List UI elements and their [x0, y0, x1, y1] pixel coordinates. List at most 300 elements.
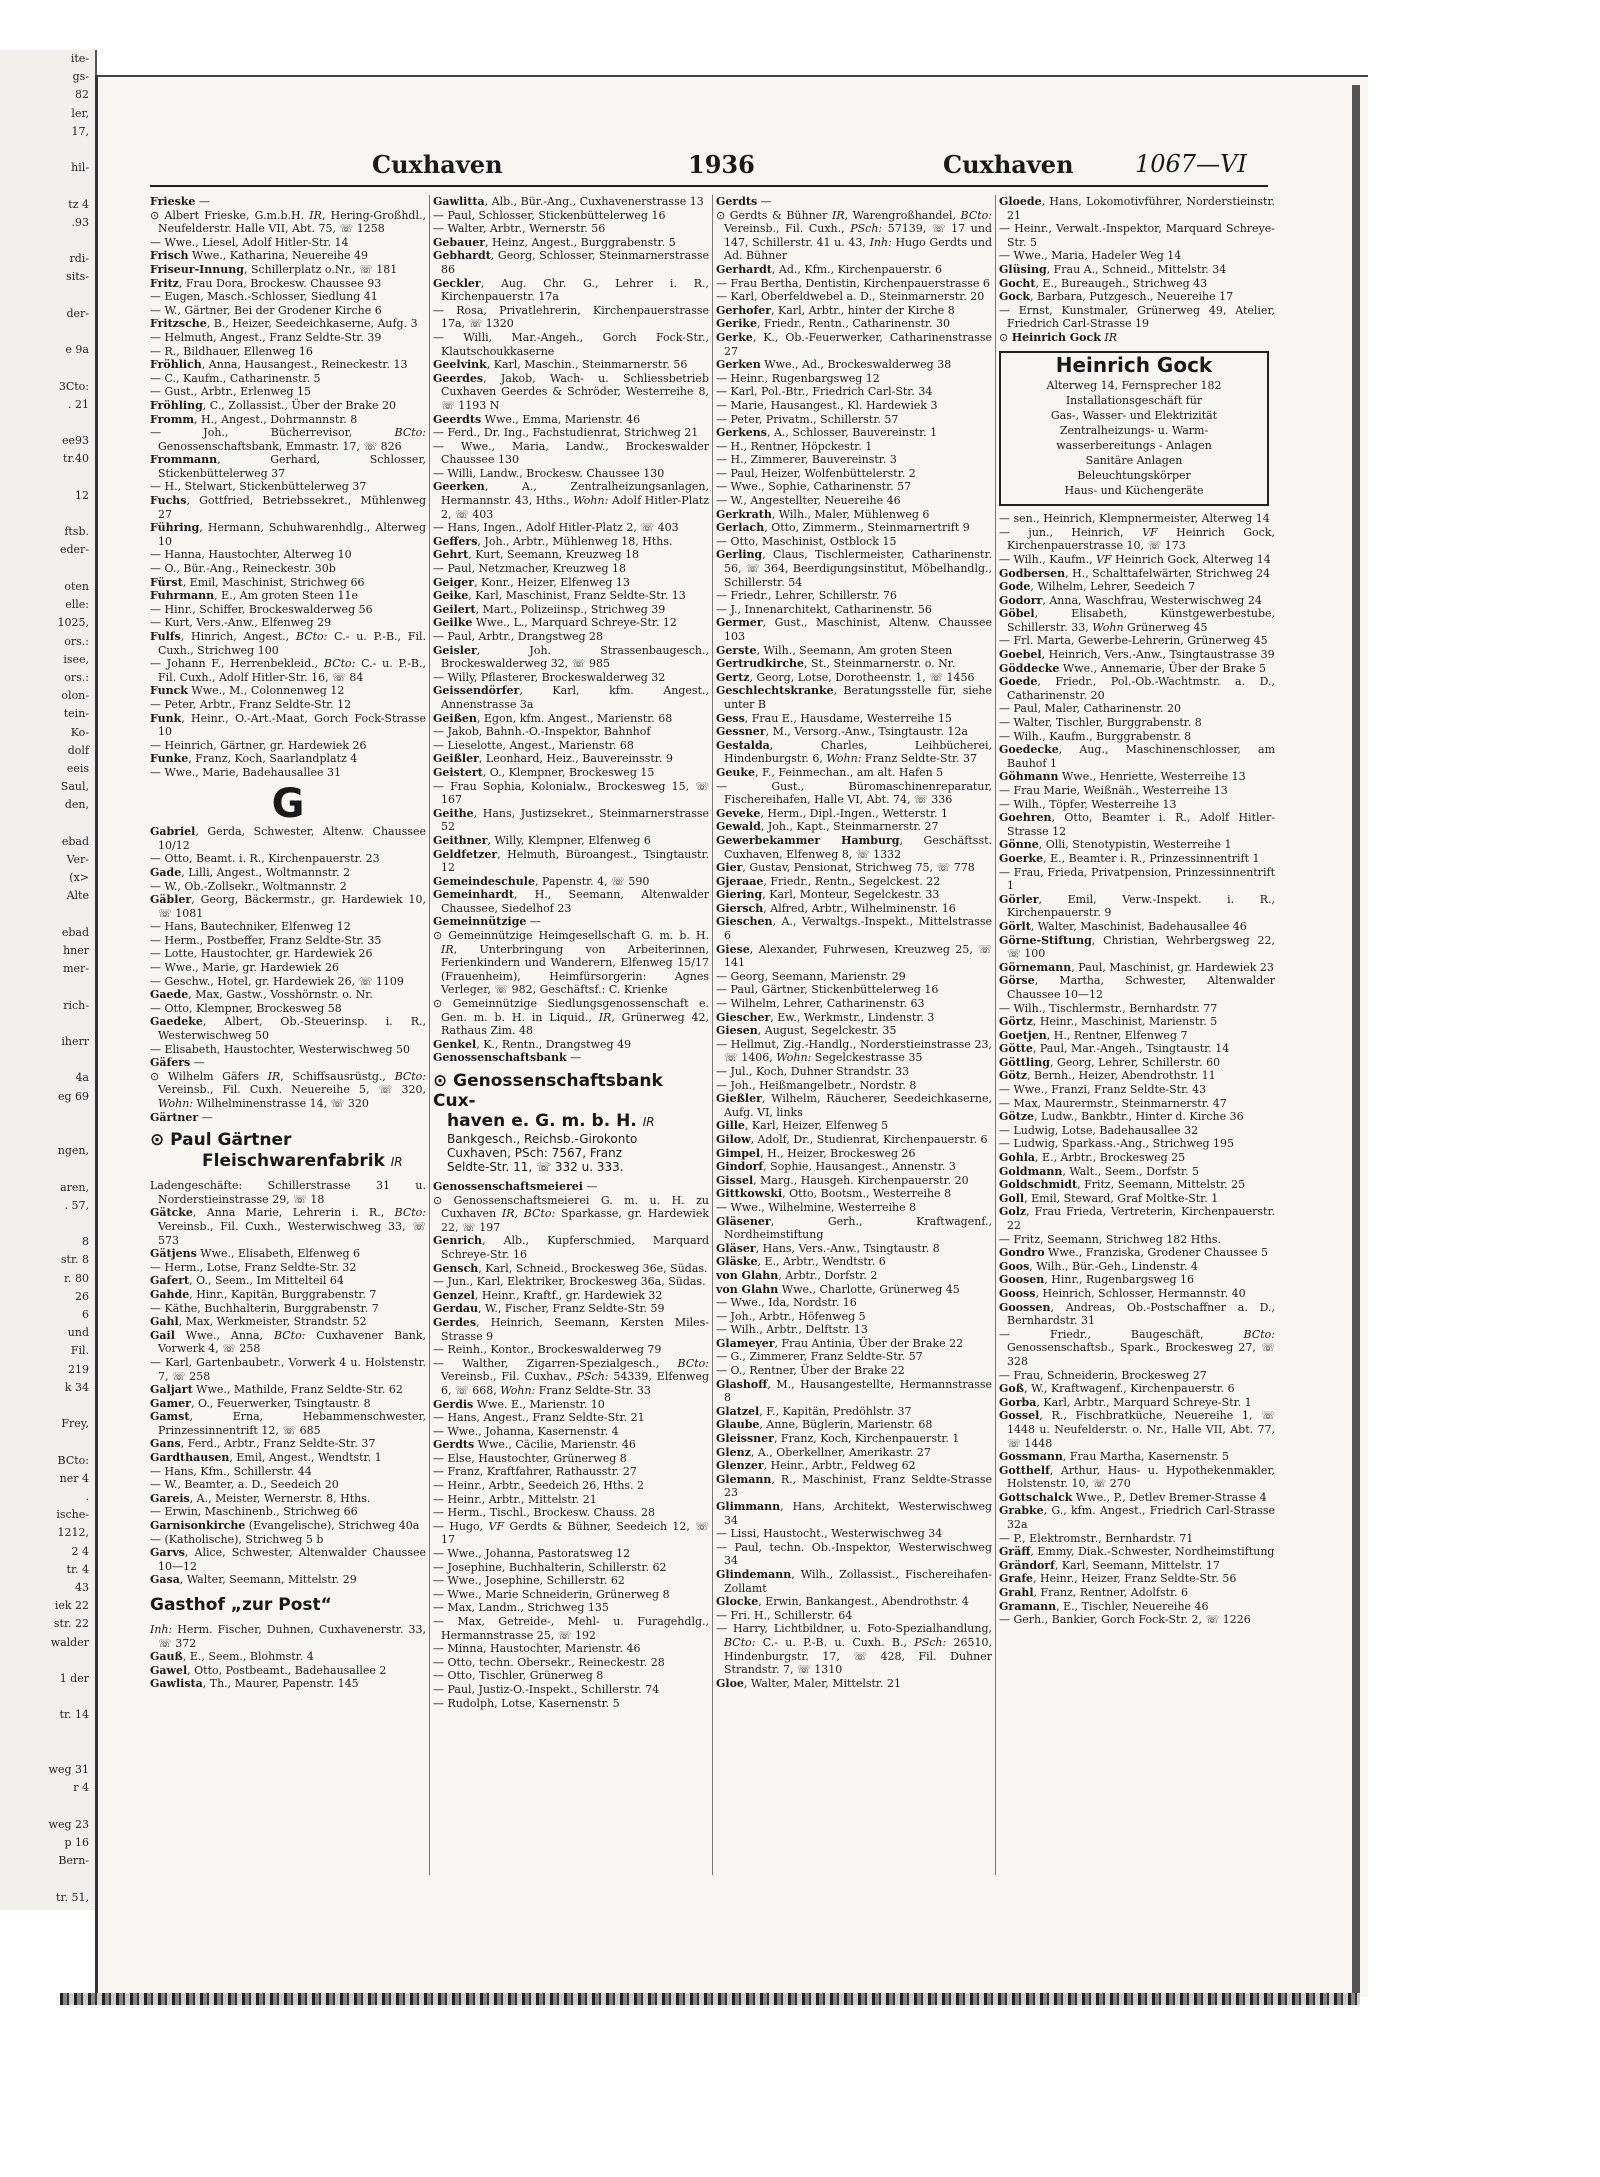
fragment-line: oten — [64, 579, 89, 593]
directory-entry: — Lissi, Haustocht., Westerwischweg 34 — [716, 1527, 943, 1541]
directory-entry: Gewald, Joh., Kapt., Steinmarnerstr. 27 — [716, 820, 939, 834]
directory-entry: Geldfetzer, Helmuth, Büroangest., Tsingtaustr. 12 — [433, 847, 709, 875]
directory-entry: Fröhlich, Anna, Hausangest., Reineckestr. 13 — [150, 358, 408, 372]
directory-entry: Gamer, O., Feuerwerker, Tsingtaustr. 8 — [150, 1396, 371, 1410]
fragment-line: (x> — [69, 871, 89, 885]
directory-entry: Goebel, Heinrich, Vers.-Anw., Tsingtaustrasse 39 — [999, 648, 1275, 662]
directory-entry: Goetjen, H., Rentner, Elfenweg 7 — [999, 1028, 1188, 1042]
directory-entry: Goossen, Andreas, Ob.-Postschaffner a. D., Bernhardstr. 31 — [999, 1300, 1275, 1328]
fragment-line: isee, — [63, 652, 89, 666]
directory-entry: Giesen, August, Segelckestr. 35 — [716, 1024, 897, 1038]
directory-entry: Glatzel, F., Kapitän, Predöhlstr. 37 — [716, 1404, 912, 1418]
directory-entry: — Heinrich, Gärtner, gr. Hardewiek 26 — [150, 738, 367, 752]
fragment-line — [0, 287, 95, 305]
fragment-line: tr. 4 — [66, 1562, 89, 1576]
directory-entry: Fritz, Frau Dora, Brockesw. Chaussee 93 — [150, 276, 382, 290]
directory-entry: Göhmann Wwe., Henriette, Westerreihe 13 — [999, 770, 1246, 784]
directory-entry: — Minna, Haustochter, Marienstr. 46 — [433, 1642, 641, 1656]
fragment-line: Ver- — [66, 852, 89, 866]
directory-entry: — Hans, Bautechniker, Elfenweg 12 — [150, 920, 351, 934]
directory-entry: Giese, Alexander, Fuhrwesen, Kreuzweg 25, ☏ 141 — [716, 942, 992, 970]
directory-entry: Gode, Wilhelm, Lehrer, Seedeich 7 — [999, 580, 1196, 594]
fragment-line: k 34 — [64, 1380, 89, 1394]
directory-entry: — Rudolph, Lotse, Kasernenstr. 5 — [433, 1696, 620, 1710]
fragment-line: 2 4 — [71, 1544, 89, 1558]
directory-entry: Gemeinhardt, H., Seemann, Altenwalder Chaussee, Siedelhof 23 — [433, 888, 709, 915]
fragment-line — [0, 560, 95, 578]
directory-entry: — Johann F., Herrenbekleid., BCto: C.- u. P.-B., Fil. Cuxh., Adolf Hitler-Str. 16, ☏ 84 — [150, 657, 426, 684]
fragment-line: tein- — [63, 707, 89, 721]
directory-entry: Goede, Friedr., Pol.-Ob.-Wachtmstr. a. D., Catharinenstr. 20 — [999, 675, 1275, 702]
directory-entry: Geike, Karl, Maschinist, Franz Seldte-Str. 13 — [433, 589, 686, 603]
fragment-line: 219 — [68, 1362, 89, 1376]
directory-entry: — Paul, Arbtr., Drangstweg 28 — [433, 630, 604, 643]
directory-entry: Geelvink, Karl, Maschin., Steinmarnerstr. 56 — [433, 358, 688, 372]
ad-paul-gaertner: ⊙ Paul Gärtner Fleischwarenfabrik IR — [150, 1130, 403, 1172]
directory-entry: Gasa, Walter, Seemann, Mittelstr. 29 — [150, 1573, 357, 1587]
header-page-number: 1067—VI — [1135, 150, 1247, 178]
fragment-line — [0, 323, 95, 341]
directory-entry: — C., Kaufm., Catharinenstr. 5 — [150, 371, 321, 385]
fragment-line — [0, 1870, 95, 1888]
directory-entry: Germer, Gust., Maschinist, Altenw. Chaussee 103 — [716, 616, 992, 643]
directory-entry: — Wilh., Kaufm., Burggrabenstr. 8 — [999, 729, 1192, 743]
fragment-line — [0, 906, 95, 924]
directory-entry: Gerdts — — [716, 195, 772, 208]
directory-entry: — Otto, techn. Obersekr., Reineckestr. 28 — [433, 1655, 665, 1669]
directory-entry: — Hans, Kfm., Schillerstr. 44 — [150, 1464, 312, 1478]
directory-entry: — Erwin, Maschinenb., Strichweg 66 — [150, 1505, 358, 1519]
directory-entry: Görtz, Heinr., Maschinist, Marienstr. 5 — [999, 1015, 1218, 1029]
directory-entry: Fürst, Emil, Maschinist, Strichweg 66 — [150, 575, 365, 589]
fragment-line: ee93 — [61, 434, 89, 448]
directory-entry: Gossmann, Frau Martha, Kasernenstr. 5 — [999, 1450, 1230, 1464]
directory-entry: Goß, W., Kraftwagenf., Kirchenpauerstr. 6 — [999, 1382, 1235, 1396]
fragment-line: r. 80 — [63, 1271, 89, 1285]
directory-entry: Gabriel, Gerda, Schwester, Altenw. Chaussee 10/12 — [150, 825, 426, 852]
fragment-line: elle: — [65, 598, 89, 612]
directory-entry: Gade, Lilli, Angest., Woltmannstr. 2 — [150, 865, 351, 879]
fragment-line: 43 — [75, 1581, 89, 1595]
directory-entry: Gorba, Karl, Arbtr., Marquard Schreye-Str. 1 — [999, 1395, 1252, 1409]
directory-entry: Goedecke, Aug., Maschinenschlosser, am Bauhof 1 — [999, 743, 1275, 770]
directory-entry: ⊙ Gerdts & Bühner IR, Warengroßhandel, BCto: Vereinsb., Fil. Cuxh., PSch: 57139, ☏ 17 und 147, Schillerstr. 41 u. 43, Inh: Hugo Gerdts und Ad. Bühner — [716, 208, 992, 263]
directory-entry: Glashoff, M., Hausangestellte, Hermannstrasse 8 — [716, 1377, 992, 1405]
header-city-right: Cuxhaven — [943, 150, 1074, 179]
directory-entry: Gawlitta, Alb., Bür.-Ang., Cuxhavenerstrasse 13 — [433, 195, 704, 208]
directory-entry: — Wilh., Tischlermstr., Bernhardstr. 77 — [999, 1001, 1218, 1015]
directory-entry: Gensch, Karl, Schneid., Brockesweg 36e, Südas. — [433, 1261, 708, 1275]
fragment-line: weg 31 — [48, 1763, 89, 1777]
page-bottom-edge — [60, 1993, 1360, 2005]
directory-entry: — Hans, Ingen., Adolf Hitler-Platz 2, ☏ 403 — [433, 521, 679, 535]
directory-entry: Gimpel, H., Heizer, Brockesweg 26 — [716, 1146, 916, 1160]
directory-entry: Fröhling, C., Zollassist., Über der Brake 20 — [150, 398, 396, 412]
directory-entry: Goldmann, Walt., Seem., Dorfstr. 5 — [999, 1164, 1200, 1178]
directory-entry: Geuke, F., Feinmechan., am alt. Hafen 5 — [716, 765, 944, 779]
directory-entry: Goosen, Hinr., Rugenbargsweg 16 — [999, 1273, 1195, 1287]
directory-entry: Gerdau, W., Fischer, Franz Seldte-Str. 59 — [433, 1302, 665, 1316]
directory-entry: Genossenschaftsbank — — [433, 1051, 582, 1065]
directory-entry: Funck Wwe., M., Colonnenweg 12 — [150, 684, 345, 698]
directory-entry: — Kurt, Vers.-Anw., Elfenweg 29 — [150, 616, 332, 630]
directory-entry: Gätjens Wwe., Elisabeth, Elfenweg 6 — [150, 1247, 360, 1261]
fragment-line: walder — [50, 1635, 89, 1649]
fragment-line: 26 — [75, 1289, 89, 1303]
fragment-line: tr. 51, — [56, 1890, 89, 1904]
directory-entry: Garnisonkirche (Evangelische), Strichweg 40a — [150, 1519, 420, 1533]
fragment-line: 1212, — [57, 1526, 89, 1540]
directory-entry: Friseur-Innung, Schillerplatz o.Nr., ☏ 181 — [150, 262, 398, 276]
directory-entry: Gock, Barbara, Putzgesch., Neuereihe 17 — [999, 290, 1234, 304]
fragment-line: der- — [66, 306, 89, 320]
directory-entry: Gläske, E., Arbtr., Wendtstr. 6 — [716, 1255, 886, 1269]
directory-entry: Gotthelf, Arthur, Haus- u. Hypothekenmakler, Holstenstr. 10, ☏ 270 — [999, 1463, 1275, 1491]
directory-entry: Geiger, Konr., Heizer, Elfenweg 13 — [433, 575, 630, 589]
directory-entry: Gawlista, Th., Maurer, Papenstr. 145 — [150, 1677, 359, 1691]
directory-entry: Geffers, Joh., Arbtr., Mühlenweg 18, Hths. — [433, 534, 673, 548]
directory-entry: — jun., Heinrich, VF Heinrich Gock, Kirchenpauerstrasse 10, ☏ 173 — [999, 525, 1275, 553]
fragment-line: eeis — [66, 761, 89, 775]
fragment-line: tz 4 — [68, 197, 89, 211]
directory-entry: ⊙ Genossenschaftsmeierei G. m. u. H. zu Cuxhaven IR, BCto: Sparkasse, gr. Hardewiek 22, ☏ 197 — [433, 1193, 709, 1234]
directory-entry: Goos, Wilh., Bür.-Geh., Lindenstr. 4 — [999, 1259, 1198, 1273]
directory-entry: Götze, Ludw., Bankbtr., Hinter d. Kirche 36 — [999, 1110, 1244, 1124]
fragment-line: Saul, — [60, 780, 89, 794]
directory-entry: — Ernst, Kunstmaler, Grünerweg 49, Atelier, Friedrich Carl-Strasse 19 — [999, 303, 1275, 331]
fragment-line: iherr — [61, 1034, 89, 1048]
directory-entry: Gertrudkirche, St., Steinmarnerstr. o. Nr. — [716, 657, 956, 671]
directory-entry: — Walter, Tischler, Burggrabenstr. 8 — [999, 716, 1202, 730]
directory-entry: Gilow, Adolf, Dr., Studienrat, Kirchenpauerstr. 6 — [716, 1132, 988, 1146]
directory-entry: Görne-Stiftung, Christian, Wehrbergsweg 22, ☏ 100 — [999, 933, 1275, 961]
fragment-line — [0, 1725, 95, 1743]
fragment-line — [0, 1106, 95, 1124]
directory-entry: ⊙ Wilhelm Gäfers IR, Schiffsausrüstg., BCto: Vereinsb., Fil. Cuxh. Neuereihe 5, ☏ 320, Wohn: Wilhelminenstrasse 14, ☏ 320 — [150, 1069, 427, 1110]
header-rule — [150, 185, 1268, 187]
directory-entry: Inh: Herm. Fischer, Duhnen, Cuxhavenerstr. 33, ☏ 372 — [150, 1623, 426, 1650]
fragment-line: 3Cto: — [58, 379, 89, 393]
directory-entry: — Gerh., Bankier, Gorch Fock-Str. 2, ☏ 1226 — [999, 1613, 1251, 1627]
directory-entry: Görse, Martha, Schwester, Altenwalder Chaussee 10—12 — [999, 974, 1275, 1001]
directory-entry: — Otto, Tischler, Grünerweg 8 — [433, 1669, 604, 1683]
directory-entry: — O., Bür.-Ang., Reineckestr. 30b — [150, 562, 336, 576]
directory-entry: — Wilhelm, Lehrer, Catharinenstr. 63 — [716, 997, 925, 1011]
directory-entry: Glüsing, Frau A., Schneid., Mittelstr. 34 — [999, 262, 1227, 276]
fragment-line — [0, 1798, 95, 1816]
directory-entry: — Walther, Zigarren-Spezialgesch., BCto: Vereinsb., Fil. Cuxhav., PSch: 54339, Elfenweg 6, ☏ 668, Wohn: Franz Seldte-Str. 33 — [433, 1356, 709, 1397]
directory-entry: Giering, Karl, Monteur, Segelckestr. 33 — [716, 888, 940, 902]
directory-entry: Gjeraae, Friedr., Rentn., Segelckest. 22 — [716, 874, 941, 888]
directory-entry: Gloede, Hans, Lokomotivführer, Norderstieinstr. 21 — [999, 195, 1275, 222]
directory-entry: — Gust., Büromaschinenreparatur, Fischereihafen, Halle VI, Abt. 74, ☏ 336 — [716, 779, 992, 807]
fragment-line: 1025, — [57, 616, 89, 630]
fragment-line — [0, 177, 95, 195]
fragment-line: . 57, — [64, 1198, 89, 1212]
directory-entry: — Paul, techn. Ob.-Inspektor, Westerwischweg 34 — [716, 1540, 992, 1568]
directory-entry: Führing, Hermann, Schuhwarenhdlg., Alterweg 10 — [150, 521, 426, 548]
directory-entry: Gier, Gustav, Pensionat, Strichweg 75, ☏ 778 — [716, 861, 975, 875]
directory-entry: — Paul, Justiz-O.-Inspekt., Schillerstr. 74 — [433, 1682, 660, 1696]
directory-entry: — Ferd., Dr. Ing., Fachstudienrat, Strichweg 21 — [433, 426, 699, 440]
directory-entry: — Karl, Gartenbaubetr., Vorwerk 4 u. Holstenstr. 7, ☏ 258 — [150, 1355, 426, 1383]
column-divider — [712, 195, 713, 1875]
fragment-line: Bern- — [58, 1854, 89, 1868]
directory-entry: — Else, Haustochter, Grünerweg 8 — [433, 1451, 627, 1465]
directory-entry: Gläser, Hans, Vers.-Anw., Tsingtaustr. 8 — [716, 1241, 940, 1255]
directory-entry: — Paul, Netzmacher, Kreuzweg 18 — [433, 562, 627, 576]
directory-entry: — Fritz, Seemann, Strichweg 182 Hths. — [999, 1232, 1221, 1246]
directory-entry: Fuchs, Gottfried, Betriebssekret., Mühlenweg 27 — [150, 494, 426, 521]
fragment-line: . 21 — [68, 397, 89, 411]
directory-entry: Göttling, Georg, Lehrer, Schillerstr. 60 — [999, 1055, 1221, 1069]
directory-entry: Gerike, Friedr., Rentn., Catharinenstr. 30 — [716, 317, 950, 331]
fragment-line: mer- — [63, 962, 89, 976]
directory-entry: Gittkowski, Otto, Bootsm., Westerreihe 8 — [716, 1187, 952, 1201]
directory-entry: Genkel, K., Rentn., Drangstweg 49 — [433, 1037, 632, 1051]
directory-entry: Grändorf, Karl, Seemann, Mittelstr. 17 — [999, 1558, 1220, 1572]
directory-entry: Gawel, Otto, Postbeamt., Badehausallee 2 — [150, 1663, 387, 1677]
directory-entry: Gärtner — — [150, 1110, 213, 1124]
directory-entry: — Wwe., Marie, Badehausallee 31 — [150, 765, 341, 779]
directory-entry: — Hellmut, Zig.-Handlg., Norderstieinstrasse 23, ☏ 1406, Wohn: Segelckestrasse 35 — [716, 1037, 992, 1065]
fragment-line — [0, 1051, 95, 1069]
directory-entry: Godbersen, H., Schalttafelwärter, Strichweg 24 — [999, 566, 1271, 580]
directory-entry: Geerdes, Jakob, Wach- u. Schliessbetrieb Cuxhaven Geerdes & Schröder, Westerreihe 8, ☏ 1193 N — [433, 371, 709, 412]
directory-entry: — Gust., Arbtr., Erlenweg 15 — [150, 385, 311, 399]
directory-entry: Görnemann, Paul, Maschinist, gr. Hardewiek 23 — [999, 960, 1274, 974]
directory-entry: — J., Innenarchitekt, Catharinenstr. 56 — [716, 602, 932, 616]
fragment-line — [0, 232, 95, 250]
fragment-line: dolf — [67, 743, 89, 757]
fragment-line — [0, 1743, 95, 1761]
directory-entry: Giescher, Ew., Werkmstr., Lindenstr. 3 — [716, 1010, 935, 1024]
fragment-line: 8 — [82, 1235, 89, 1249]
fragment-line: 82 — [75, 88, 89, 102]
directory-entry: — H., Rentner, Höpckestr. 1 — [716, 439, 873, 453]
fragment-line: Alte — [66, 889, 89, 903]
adjacent-page-fragment — [0, 50, 97, 1910]
fragment-line: Frey, — [61, 1417, 89, 1431]
ad-heinrich-gock-box: Heinrich Gock Alterweg 14, Fernsprecher 182 Installationsgeschäft für Gas-, Wasser- und Elektrizität Zentralheizungs- u. Warm- wasserbereitungs - Anlagen Sanitäre Anlagen Beleuchtungskörper Haus- und Küchengeräte — [999, 351, 1269, 507]
directory-entry: — Helmuth, Angest., Franz Seldte-Str. 39 — [150, 330, 382, 344]
directory-entry: Götz, Bernh., Heizer, Abendrothstr. 11 — [999, 1069, 1216, 1083]
directory-entry: Giersch, Alfred, Arbtr., Wilhelminenstr. 16 — [716, 901, 956, 915]
directory-entry: Gohla, E., Arbtr., Brockesweg 25 — [999, 1151, 1186, 1165]
directory-entry: Gieschen, A., Verwaltgs.-Inspekt., Mittelstrasse 6 — [716, 915, 992, 943]
fragment-line — [0, 1215, 95, 1233]
directory-entry: — Max, Getreide-, Mehl- u. Furagehdlg., Hermannstrasse 25, ☏ 192 — [433, 1615, 709, 1642]
directory-entry: Geilert, Mart., Polizeiinsp., Strichweg 39 — [433, 602, 666, 616]
directory-entry: — W., Angestellter, Neuereihe 46 — [716, 494, 901, 508]
directory-entry: — Otto, Maschinist, Ostblock 15 — [716, 534, 897, 548]
directory-entry: — Paul, Gärtner, Stickenbüttelerweg 16 — [716, 983, 939, 997]
directory-entry: Geerdts Wwe., Emma, Marienstr. 46 — [433, 412, 641, 426]
directory-entry: — Karl, Pol.-Btr., Friedrich Carl-Str. 34 — [716, 385, 933, 399]
directory-entry: Glenz, A., Oberkellner, Amerikastr. 27 — [716, 1445, 931, 1459]
directory-entry: Gessner, M., Versorg.-Anw., Tsingtaustr. 12a — [716, 725, 968, 739]
directory-entry: Geissendörfer, Karl, kfm. Angest., Annenstrasse 3a — [433, 684, 709, 711]
fragment-line: BCto: — [57, 1453, 89, 1467]
fragment-line: aren, — [60, 1180, 89, 1194]
fragment-line: 17, — [71, 124, 89, 138]
fragment-line — [0, 469, 95, 487]
directory-entry: Gerste, Wilh., Seemann, Am groten Steen — [716, 643, 953, 657]
directory-entry: Glemann, R., Maschinist, Franz Seldte-Strasse 23 — [716, 1472, 992, 1500]
directory-entry: — Hinr., Schiffer, Brockeswalderweg 56 — [150, 602, 373, 616]
directory-entry: — Willy, Pflasterer, Brockeswalderweg 32 — [433, 670, 666, 684]
directory-entry: Grafe, Heinr., Heizer, Franz Seldte-Str. 56 — [999, 1572, 1237, 1586]
directory-entry: — Georg, Seemann, Marienstr. 29 — [716, 969, 906, 983]
directory-entry: — Wilh., Kaufm., VF Heinrich Gock, Alterweg 14 — [999, 552, 1271, 566]
directory-entry: — P., Elektromstr., Bernhardstr. 71 — [999, 1531, 1194, 1545]
directory-entry: Fulfs, Hinrich, Angest., BCto: C.- u. P.-B., Fil. Cuxh., Strichweg 100 — [150, 630, 426, 657]
directory-entry: Gläsener, Gerh., Kraftwagenf., Nordheimstiftung — [716, 1214, 992, 1242]
fragment-line: str. 22 — [53, 1617, 89, 1631]
directory-entry: Glaube, Anne, Büglerin, Marienstr. 68 — [716, 1418, 933, 1432]
directory-entry: Gareis, A., Meister, Wernerstr. 8, Hths. — [150, 1491, 371, 1505]
directory-entry: Gramann, E., Tischler, Neuereihe 46 — [999, 1599, 1209, 1613]
directory-entry: Gäbler, Georg, Bäckermstr., gr. Hardewiek 10, ☏ 1081 — [150, 893, 426, 920]
fragment-line: .93 — [71, 215, 89, 229]
fragment-line — [0, 505, 95, 523]
directory-entry: Funk, Heinr., O.-Art.-Maat, Gorch Fock-Strasse 10 — [150, 711, 426, 739]
fragment-line: ite- — [70, 52, 89, 65]
directory-entry: — Willi, Mar.-Angeh., Gorch Fock-Str., Klautschoukkaserne — [433, 330, 709, 358]
directory-entry: — W., Gärtner, Bei der Grodener Kirche 6 — [150, 303, 382, 317]
directory-entry: — Friedr., Baugeschäft, BCto: Genossenschaftsb., Spark., Brockesweg 27, ☏ 328 — [999, 1327, 1275, 1368]
fragment-line: ebad — [61, 925, 89, 939]
directory-entry: Göddecke Wwe., Annemarie, Über der Brake 5 — [999, 661, 1266, 675]
directory-entry: Glocke, Erwin, Bankangest., Abendrothstr. 4 — [716, 1595, 969, 1609]
ad-genossenschaftsbank: ⊙ Genossenschaftsbank Cux- haven e. G. m. b. H. IR Bankgesch., Reichsb.-Girokonto Cuxhaven, PSch: 7567, Franz Seldte-Str. 11, ☏ 332 u. 333. — [433, 1071, 663, 1174]
directory-entry: Gerlach, Otto, Zimmerm., Steinmarnertrift 9 — [716, 521, 970, 535]
directory-entry: — W., Ob.-Zollsekr., Woltmannstr. 2 — [150, 879, 347, 893]
directory-entry: — Max, Maurermstr., Steinmarnerstr. 47 — [999, 1096, 1227, 1110]
fragment-line: 6 — [82, 1308, 89, 1322]
directory-entry: Gauß, E., Seem., Blohmstr. 4 — [150, 1650, 314, 1664]
directory-entry: ⊙ Gemeinnützige Heimgesellschaft G. m. b. H. IR, Unterbringung von Arbeiterinnen, Ferienkindern und Wanderern, Elfenweg 15/17 (Frauenheim), Heimfürsorgerin: Agnes Verleger, ☏ 982, Geschäftsf.: C. Krienke — [433, 929, 709, 997]
directory-entry: Gess, Frau E., Hausdame, Westerreihe 15 — [716, 711, 952, 725]
directory-entry: — Eugen, Masch.-Schlosser, Siedlung 41 — [150, 290, 378, 304]
directory-entry: Gahde, Hinr., Kapitän, Burggrabenstr. 7 — [150, 1287, 377, 1301]
directory-entry: Gondro Wwe., Franziska, Grodener Chaussee 5 — [999, 1246, 1269, 1260]
directory-entry: Göbel, Elisabeth, Künstgewerbestube, Schillerstr. 33, Wohn Grünerweg 45 — [999, 607, 1275, 634]
directory-entry: — Heinr., Arbtr., Mittelstr. 21 — [433, 1492, 597, 1506]
directory-entry: Geißen, Egon, kfm. Angest., Marienstr. 68 — [433, 711, 673, 725]
directory-entry: von Glahn Wwe., Charlotte, Grünerweg 45 — [716, 1282, 960, 1296]
fragment-line: olon- — [61, 689, 89, 703]
directory-entry: Gießler, Wilhelm, Räucherer, Seedeichkaserne, Aufg. VI, links — [716, 1092, 992, 1119]
directory-entry: ⊙ Albert Frieske, G.m.b.H. IR, Hering-Großhdl., Neufelderstr. Halle VII, Abt. 75, ☏ 1258 — [150, 208, 426, 236]
directory-entry: Geerken, A., Zentralheizungsanlagen, Hermannstr. 43, Hths., Wohn: Adolf Hitler-Platz 2, ☏ 403 — [433, 480, 709, 521]
fragment-line — [0, 141, 95, 159]
directory-entry: — Otto, Beamt. i. R., Kirchenpauerstr. 23 — [150, 852, 380, 866]
directory-entry: Goerke, E., Beamter i. R., Prinzessinnentrift 1 — [999, 851, 1260, 865]
directory-entry: — O., Rentner, Über der Brake 22 — [716, 1364, 905, 1378]
directory-entry: — Geschw., Hotel, gr. Hardewiek 26, ☏ 1109 — [150, 974, 404, 988]
directory-entry: Geschlechtskranke, Beratungsstelle für, siehe unter B — [716, 684, 992, 711]
fragment-line: e 9a — [65, 343, 89, 357]
directory-entry: Goehren, Otto, Beamter i. R., Adolf Hitler-Strasse 12 — [999, 811, 1275, 838]
fragment-line — [0, 1160, 95, 1178]
fragment-line: ngen, — [57, 1144, 89, 1158]
directory-entry: — Wwe., Maria, Landw., Brockeswalder Chaussee 130 — [433, 439, 709, 467]
directory-entry: Geithner, Willy, Klempner, Elfenweg 6 — [433, 833, 651, 847]
directory-entry: — Wilh., Arbtr., Delftstr. 13 — [716, 1323, 868, 1337]
directory-entry: — Jul., Koch, Duhner Strandstr. 33 — [716, 1065, 910, 1078]
fragment-line: weg 23 — [48, 1817, 89, 1831]
directory-entry: Gafert, O., Seem., Im Mittelteil 64 — [150, 1274, 344, 1288]
directory-entry: — Heinr., Arbtr., Seedeich 26, Hths. 2 — [433, 1479, 645, 1493]
directory-entry: Gardthausen, Emil, Angest., Wendtstr. 1 — [150, 1451, 382, 1465]
fragment-line: ler, — [71, 106, 89, 120]
directory-entry: — Otto, Klempner, Brockesweg 58 — [150, 1001, 342, 1015]
directory-entry: — Lieselotte, Angest., Marienstr. 68 — [433, 738, 634, 752]
directory-entry: Fromm, H., Angest., Dohrmannstr. 8 — [150, 412, 358, 426]
directory-entry: Gerhardt, Ad., Kfm., Kirchenpauerstr. 6 — [716, 262, 942, 276]
directory-entry: — sen., Heinrich, Klempnermeister, Alterweg 14 — [999, 512, 1270, 526]
directory-entry: — Peter, Privatm., Schillerstr. 57 — [716, 412, 899, 426]
directory-entry: Grabke, G., kfm. Angest., Friedrich Carl-Strasse 32a — [999, 1504, 1275, 1532]
directory-entry: Geilke Wwe., L., Marquard Schreye-Str. 12 — [433, 616, 677, 630]
directory-entry: Gamst, Erna, Hebammenschwester, Prinzessinnentrift 12, ☏ 685 — [150, 1410, 426, 1437]
directory-entry: Gaede, Max, Gastw., Vosshörnstr. o. Nr. — [150, 988, 373, 1002]
fragment-line: 4a — [75, 1071, 89, 1085]
fragment-line: gs- — [72, 70, 89, 84]
directory-entry: — Wwe., Ida, Nordstr. 16 — [716, 1296, 857, 1310]
directory-entry: — Heinr., Verwalt.-Inspektor, Marquard Schreye-Str. 5 — [999, 222, 1275, 249]
directory-entry: — Paul, Heizer, Wolfenbüttelerstr. 2 — [716, 466, 916, 480]
fragment-line: eder- — [59, 543, 89, 557]
fragment-line: und — [67, 1326, 89, 1340]
directory-entry: Götte, Paul, Mar.-Angeh., Tsingtaustr. 14 — [999, 1042, 1230, 1056]
directory-entry: Gerdes, Heinrich, Seemann, Kersten Miles-Strasse 9 — [433, 1315, 709, 1343]
directory-entry: Funke, Franz, Koch, Saarlandplatz 4 — [150, 752, 358, 766]
directory-entry: Ladengeschäfte: Schillerstrasse 31 u. Norderstieinstrasse 29, ☏ 18 — [150, 1179, 426, 1206]
directory-column-1 — [150, 195, 426, 1691]
directory-entry: — Wwe., Maria, Hadeler Weg 14 — [999, 249, 1182, 263]
directory-entry: Gottschalck Wwe., P., Detlev Bremer-Strasse 4 — [999, 1490, 1267, 1504]
directory-entry: Görlt, Walter, Maschinist, Badehausallee 46 — [999, 919, 1247, 933]
fragment-line — [0, 1433, 95, 1451]
column-divider — [429, 195, 430, 1875]
fragment-line: ftsb. — [64, 525, 89, 539]
fragment-line: p 16 — [64, 1835, 89, 1849]
directory-entry: Garvs, Alice, Schwester, Altenwalder Chaussee 10—12 — [150, 1546, 426, 1573]
fragment-line — [0, 414, 95, 432]
directory-entry: Gebauer, Heinz, Angest., Burggrabenstr. 5 — [433, 235, 676, 249]
directory-entry: — Herm., Lotse, Franz Seldte-Str. 32 — [150, 1260, 357, 1274]
fragment-line: hil- — [71, 161, 89, 175]
directory-column-2 — [433, 195, 709, 1710]
directory-entry: — H., Zimmerer, Bauvereinstr. 3 — [716, 453, 897, 467]
directory-entry: — Wwe., Marie, gr. Hardewiek 26 — [150, 961, 339, 975]
directory-entry: — Herm., Tischl., Brockesw. Chauss. 28 — [433, 1506, 656, 1520]
directory-entry: — Wwe., Wilhelmine, Westerreihe 8 — [716, 1200, 917, 1214]
directory-entry: Geckler, Aug. Chr. G., Lehrer i. R., Kirchenpauerstr. 17a — [433, 276, 709, 304]
directory-entry: — Lotte, Haustochter, gr. Hardewiek 26 — [150, 947, 373, 961]
directory-entry: Gerkens, A., Schlosser, Bauvereinstr. 1 — [716, 426, 938, 440]
directory-entry: — Wwe., Sophie, Catharinenstr. 57 — [716, 480, 912, 494]
directory-entry: — Willi, Landw., Brockesw. Chaussee 130 — [433, 466, 665, 480]
directory-entry: Frieske — — [150, 195, 210, 208]
directory-entry: Gissel, Marg., Hausgeh. Kirchenpauerstr. 20 — [716, 1173, 969, 1187]
fragment-line: iek 22 — [54, 1599, 89, 1613]
directory-entry: Gindorf, Sophie, Hausangest., Annenstr. 3 — [716, 1160, 956, 1174]
fragment-line: r 4 — [73, 1781, 89, 1795]
directory-entry: — Hanna, Haustochter, Alterweg 10 — [150, 548, 352, 562]
